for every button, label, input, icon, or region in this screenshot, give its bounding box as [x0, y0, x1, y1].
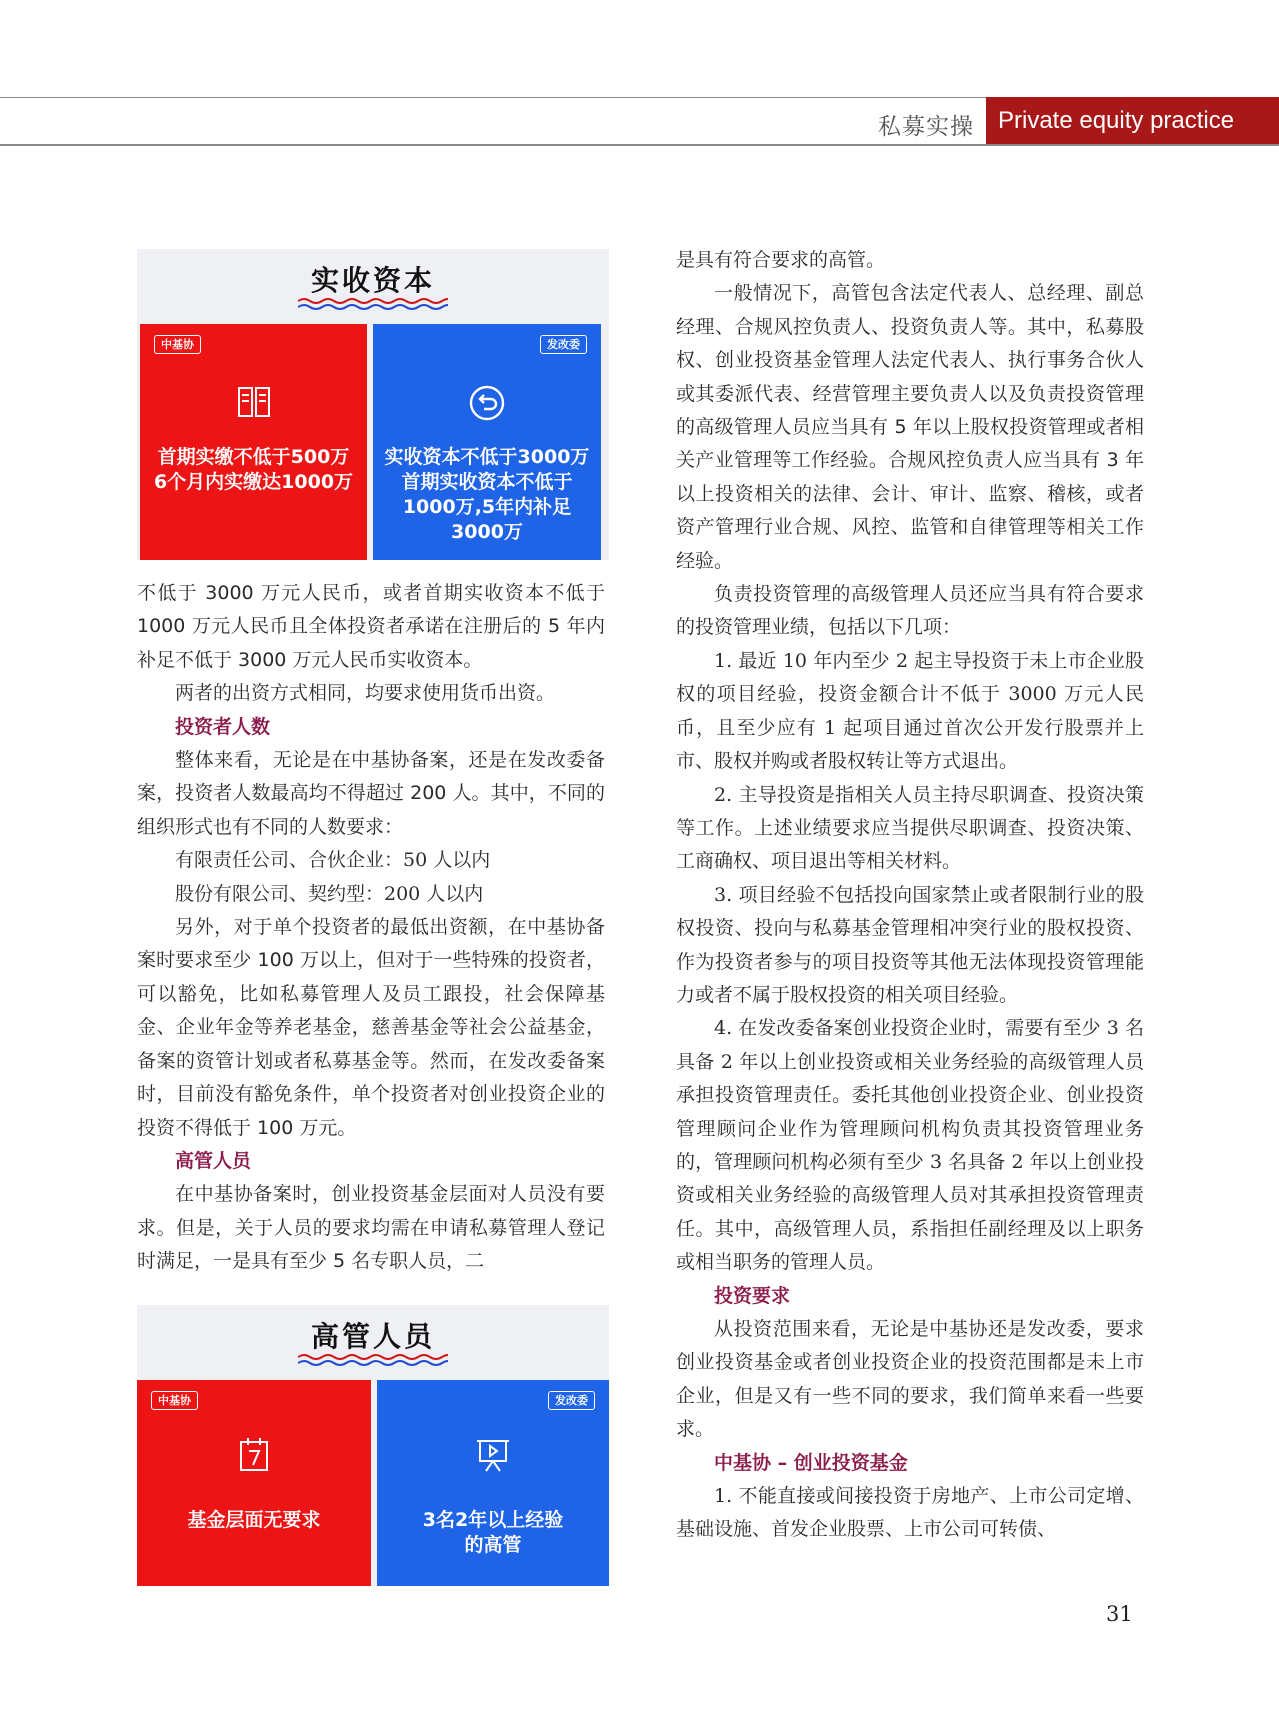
infographic-paid-in-capital — [137, 249, 609, 560]
badge-amac: 中基协 — [151, 1391, 198, 1410]
section-heading: 投资者人数 — [175, 715, 271, 738]
header-section-cn: 私募实操 — [878, 114, 974, 140]
panel-amac — [140, 324, 367, 560]
list-item: 4. 在发改委备案创业投资企业时，需要有至少 3 名具备 2 年以上创业投资或相关业务经验的高级管理人员承担投资管理责任。委托其他创业投资企业、创业投资管理顾问企业作为管理顾问机构负责其投资管理业务的，管理顾问机构必须有至少 3 名具备 2 年以上创业投资或相关业务经验的高级管理人员对其承担投资管理责任。其中，高级管理人员，系指担任副经理及以上职务或相当职务的管理人员。 — [676, 1017, 1144, 1274]
card-title: 实收资本 — [310, 264, 435, 297]
presentation-icon — [474, 1436, 512, 1474]
paragraph: 在中基协备案时，创业投资基金层面对人员没有要求。但是，关于人员的要求均需在申请私募管理人登记时满足，一是具有至少 5 名专职人员，二 — [137, 1183, 605, 1273]
panel-amac-text: 首期实缴不低于500万 6个月内实缴达1000万 — [153, 446, 354, 493]
panel-ndrc-text: 实收资本不低于3000万 首期实收资本不低于 1000万,5年内补足 3000万 — [384, 446, 590, 543]
paragraph: 有限责任公司、合伙企业：50 人以内 — [175, 849, 491, 872]
header-section-en: Private equity practice — [986, 97, 1279, 145]
wave-decoration-icon — [298, 297, 448, 311]
section-heading: 投资要求 — [714, 1284, 791, 1307]
calendar-icon — [238, 1436, 270, 1474]
right-text-column — [676, 244, 1144, 1547]
badge-ndrc: 发改委 — [540, 335, 587, 354]
badge-ndrc: 发改委 — [548, 1391, 595, 1410]
panel-ndrc-text: 3名2年以上经验 的高管 — [422, 1509, 564, 1556]
paragraph: 整体来看，无论是在中基协备案，还是在发改委备案，投资者人数最高均不得超过 200 人。其中，不同的组织形式也有不同的人数要求： — [137, 749, 605, 838]
section-heading: 中基协 – 创业投资基金 — [714, 1451, 908, 1474]
paragraph: 股份有限公司、契约型：200 人以内 — [175, 882, 484, 905]
book-icon — [236, 384, 272, 420]
list-item: 1. 不能直接或间接投资于房地产、上市公司定增、基础设施、首发企业股票、上市公司可转债、 — [676, 1485, 1144, 1541]
paragraph: 不低于 3000 万元人民币，或者首期实收资本不低于 1000 万元人民币且全体投资者承诺在注册后的 5 年内补足不低于 3000 万元人民币实收资本。 — [137, 582, 605, 671]
paragraph: 是具有符合要求的高管。 — [676, 249, 886, 271]
paragraph: 负责投资管理的高级管理人员还应当具有符合要求的投资管理业绩，包括以下几项： — [676, 583, 1144, 639]
paragraph: 两者的出资方式相同，均要求使用货币出资。 — [175, 682, 556, 705]
section-heading: 高管人员 — [175, 1149, 252, 1172]
badge-amac: 中基协 — [154, 335, 201, 354]
wave-decoration-icon — [298, 1353, 448, 1367]
left-text-column — [137, 577, 605, 1279]
paragraph: 从投资范围来看，无论是中基协还是发改委，要求创业投资基金或者创业投资企业的投资范围都是未上市企业，但是又有一些不同的要求，我们简单来看一些要求。 — [676, 1318, 1144, 1441]
undo-circle-icon — [468, 384, 506, 422]
paragraph: 一般情况下，高管包含法定代表人、总经理、副总经理、合规风控负责人、投资负责人等。其中，私募股权、创业投资基金管理人法定代表人、执行事务合伙人或其委派代表、经营管理主要负责人以及负责投资管理的高级管理人员应当具有 5 年以上股权投资管理或者相关产业管理等工作经验。合规风控负责人应当具有 3 年以上投资相关的法律、会计、审计、监察、稽核，或者资产管理行业合规、风控、监管和自律管理等相关工作经验。 — [676, 282, 1144, 572]
panel-amac — [137, 1380, 371, 1586]
header-rule-bottom — [0, 144, 1279, 146]
panel-ndrc — [377, 1380, 609, 1586]
list-item: 3. 项目经验不包括投向国家禁止或者限制行业的股权投资、投向与私募基金管理相冲突行业的股权投资、作为投资者参与的项目投资等其他无法体现投资管理能力或者不属于股权投资的相关项目经验。 — [676, 883, 1144, 1006]
list-item: 2. 主导投资是指相关人员主持尽职调查、投资决策等工作。上述业绩要求应当提供尽职调查、投资决策、工商确权、项目退出等相关材料。 — [676, 783, 1144, 873]
infographic-senior-management — [137, 1305, 609, 1586]
card-title: 高管人员 — [310, 1320, 435, 1353]
panel-ndrc — [373, 324, 601, 560]
panel-amac-text: 基金层面无要求 — [187, 1509, 321, 1531]
paragraph: 另外，对于单个投资者的最低出资额，在中基协备案时要求至少 100 万以上，但对于一些特殊的投资者，可以豁免，比如私募管理人及员工跟投，社会保障基金、企业年金等养老基金，慈善基金等社会公益基金，备案的资管计划或者私募基金等。然而，在发改委备案时，目前没有豁免条件，单个投资者对创业投资企业的投资不得低于 100 万元。 — [137, 916, 605, 1139]
page-number: 31 — [1106, 1602, 1133, 1626]
list-item: 1. 最近 10 年内至少 2 起主导投资于未上市企业股权的项目经验，投资金额合计不低于 3000 万元人民币，且至少应有 1 起项目通过首次公开发行股票并上市、股权并购或者股权转让等方式退出。 — [676, 649, 1144, 773]
